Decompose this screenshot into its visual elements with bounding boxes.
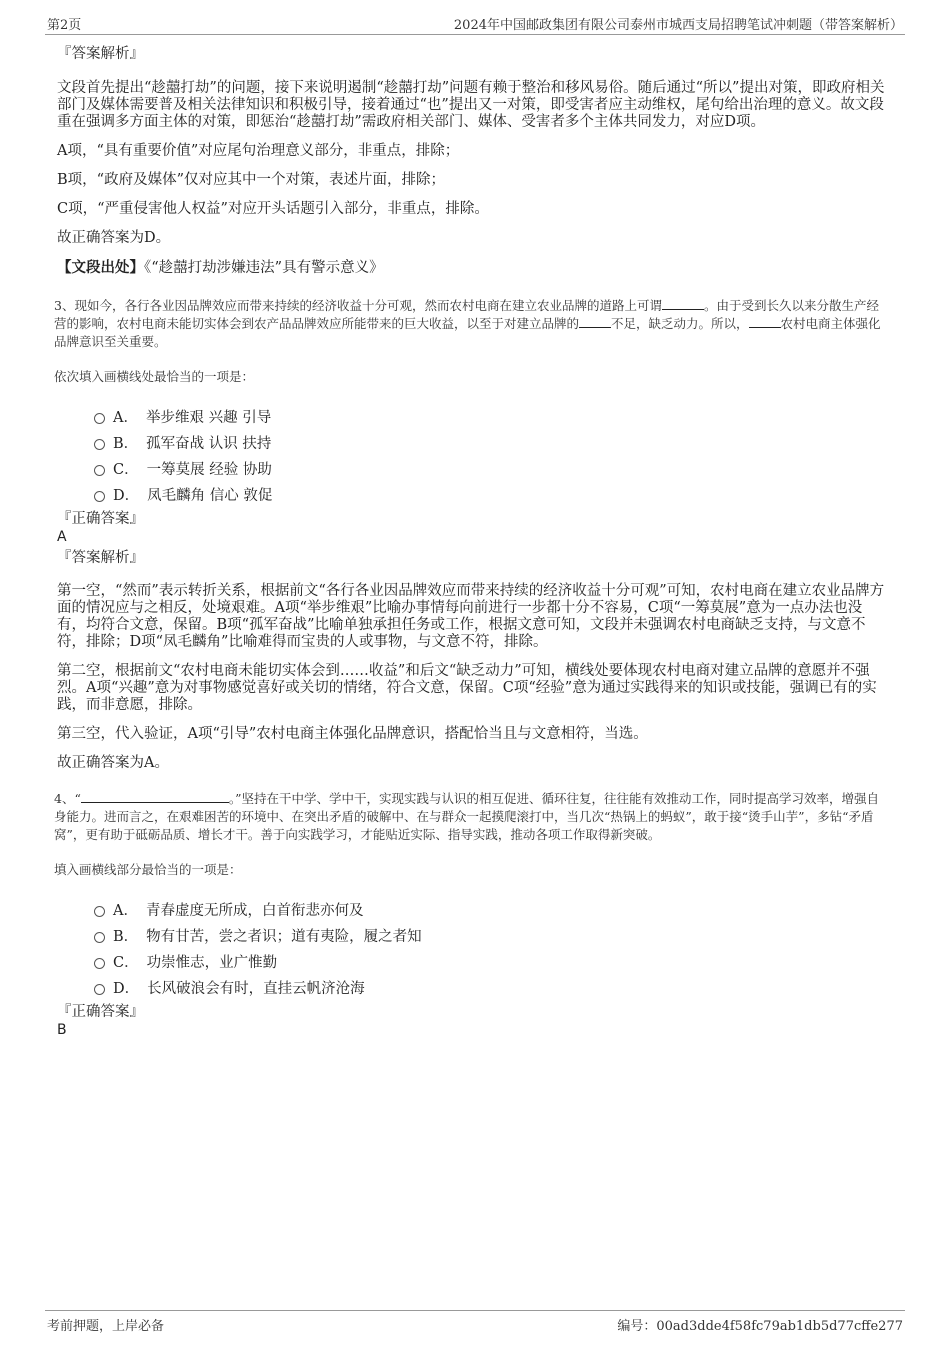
- analysis-conclusion: 故正确答案为A。: [57, 755, 169, 771]
- answer-blank: [749, 315, 781, 328]
- footer-slogan: 考前押题，上岸必备: [47, 1319, 165, 1334]
- option-text: 长风破浪会有时，直挂云帆济沧海: [147, 980, 365, 997]
- stem-part: 。”坚持在干中学、学中干，实现实践与认识的相互促进、循环往复，往往能有效推动工作，同时提高学习效率，增强自身能力。进而言之，在艰难困苦的环境中、在突出矛盾的破解中、在与群众一起摸爬滚打中，当几次“热锅上的蚂蚁”，敢于接“烫手山芋”，多钻“矛盾窝”，更有助于砥砺品质、增长才干。善于向实践学习，才能贴近实际、指导实践，推动各项工作取得新突破。: [54, 791, 879, 842]
- radio-icon[interactable]: [94, 984, 105, 995]
- option-a[interactable]: [94, 896, 890, 922]
- page-number: 第2页: [47, 18, 82, 33]
- correct-answer-label: 『正确答案』: [57, 511, 144, 527]
- analysis-option-a: A项，“具有重要价值”对应尾句治理意义部分，非重点，排除；: [57, 143, 460, 159]
- analysis-conclusion: 故正确答案为D。: [57, 230, 171, 246]
- option-c[interactable]: [94, 948, 890, 974]
- option-d[interactable]: [94, 974, 890, 1000]
- analysis-paragraph: 第三空，代入验证，A项“引导”农村电商主体强化品牌意识，搭配恰当且与文意相符，当选。: [57, 726, 648, 742]
- radio-icon[interactable]: [94, 491, 105, 502]
- radio-icon[interactable]: [94, 465, 105, 476]
- analysis-paragraph: 文段首先提出“趁囍打劫”的问题，接下来说明遏制“趁囍打劫”问题有赖于整治和移风易俗。随后通过“所以”提出对策，即政府相关部门及媒体需要普及相关法律知识和积极引导，接着通过“也”提出又一对策，即受害者应主动维权，尾句给出治理的意义。故文段重在强调多方面主体的对策，即惩治“趁囍打劫”需政府相关部门、媒体、受害者多个主体共同发力，对应D项。: [57, 80, 885, 130]
- option-text: 一筹莫展 经验 协助: [146, 461, 272, 478]
- answer-blank: [662, 297, 704, 310]
- answer-blank: [81, 790, 229, 803]
- stem-part: 不足，缺乏动力。所以，: [611, 316, 749, 331]
- option-text: 青春虚度无所成，白首衔悲亦何及: [145, 902, 364, 919]
- stem-part: 农村电商主体强化品牌意识至关重要。: [54, 316, 881, 349]
- document-title: 2024年中国邮政集团有限公司泰州市城西支局招聘笔试冲刺题（带答案解析）: [453, 18, 903, 33]
- answer-blank: [579, 315, 611, 328]
- source-line: [57, 259, 890, 277]
- option-text: 功崇惟志，业广惟勤: [146, 954, 278, 971]
- analysis-option-b: B项，“政府及媒体”仅对应其中一个对策，表述片面，排除；: [57, 172, 445, 188]
- analysis-paragraph: 第一空，“然而”表示转折关系，根据前文“各行各业因品牌效应而带来持续的经济收益十分可观”可知，农村电商在建立农业品牌方面的情况应与之相反，处境艰难。A项“举步维艰”比喻办事情每向前进行一步都十分不容易，C项“一筹莫展”意为一点办法也没有，均符合文意，保留。B项“孤军奋战”比喻单独承担任务或工作，根据文意可知，文段并未强调农村电商缺乏支持，与文意不符，排除；D项“凤毛麟角”比喻难得而宝贵的人或事物，与文意不符，排除。: [57, 583, 885, 650]
- option-b[interactable]: [94, 922, 890, 948]
- stem-part: 4、“: [54, 791, 81, 806]
- option-letter: B．: [113, 435, 139, 452]
- question-3: [54, 297, 890, 772]
- analysis-option-c: C项，“严重侵害他人权益”对应开头话题引入部分，非重点，排除。: [57, 201, 489, 217]
- option-letter: C．: [113, 954, 139, 971]
- document-code: 编号：00ad3dde4f58fc79ab1db5d77cffe277: [617, 1319, 903, 1334]
- option-letter: C．: [113, 461, 139, 478]
- radio-icon[interactable]: [94, 413, 105, 424]
- radio-icon[interactable]: [94, 958, 105, 969]
- question-instruction: 填入画横线部分最恰当的一项是：: [54, 862, 242, 877]
- option-letter: D．: [113, 487, 140, 504]
- radio-icon[interactable]: [94, 932, 105, 943]
- stem-part: 。由于受到长久以来分散生产经营的影响，农村电商未能切实体会到农产品品牌效应所能带来的巨大收益，以至于对建立品牌的: [54, 298, 879, 331]
- source-title: 《“趁囍打劫涉嫌违法”具有警示意义》: [144, 260, 384, 276]
- question-stem: [54, 297, 890, 351]
- analysis-paragraph: 第二空，根据前文“农村电商未能切实体会到……收益”和后文“缺乏动力”可知，横线处要体现农村电商对建立品牌的意愿并不强烈。A项“兴趣”意为对事物感觉喜好或关切的情绪，符合文意，保留。C项“经验”意为通过实践得来的知识或技能，强调已有的实践，而非意愿，排除。: [57, 663, 877, 713]
- option-letter: B．: [113, 928, 139, 945]
- stem-part: 3、现如今，各行各业因品牌效应而带来持续的经济收益十分可观，然而农村电商在建立农业品牌的道路上可谓: [54, 298, 662, 313]
- analysis-label: 『答案解析』: [57, 550, 144, 566]
- page-header: [45, 12, 905, 35]
- radio-icon[interactable]: [94, 439, 105, 450]
- page-footer: [45, 1310, 905, 1337]
- correct-answer: A: [57, 529, 67, 545]
- option-a[interactable]: [94, 403, 890, 429]
- question-stem: [54, 790, 890, 844]
- correct-answer-label: 『正确答案』: [57, 1004, 144, 1020]
- option-c[interactable]: [94, 455, 890, 481]
- q2-analysis: [57, 46, 890, 277]
- document-body: [54, 46, 890, 1043]
- correct-answer: B: [57, 1022, 67, 1038]
- analysis-label: 『答案解析』: [57, 46, 144, 62]
- option-text: 凤毛麟角 信心 敦促: [147, 487, 273, 504]
- option-list: [94, 896, 890, 1000]
- option-text: 孤军奋战 认识 扶持: [146, 435, 272, 452]
- option-list: [94, 403, 890, 507]
- radio-icon[interactable]: [94, 906, 105, 917]
- option-text: 物有甘苦，尝之者识；道有夷险，履之者知: [146, 928, 422, 945]
- option-d[interactable]: [94, 481, 890, 507]
- option-letter: D．: [113, 980, 140, 997]
- option-letter: A．: [113, 902, 138, 919]
- option-text: 举步维艰 兴趣 引导: [145, 409, 272, 426]
- option-letter: A．: [113, 409, 138, 426]
- source-label: 【文段出处】: [57, 259, 144, 276]
- option-b[interactable]: [94, 429, 890, 455]
- question-4: [54, 790, 890, 1039]
- question-instruction: 依次填入画横线处最恰当的一项是：: [54, 369, 255, 384]
